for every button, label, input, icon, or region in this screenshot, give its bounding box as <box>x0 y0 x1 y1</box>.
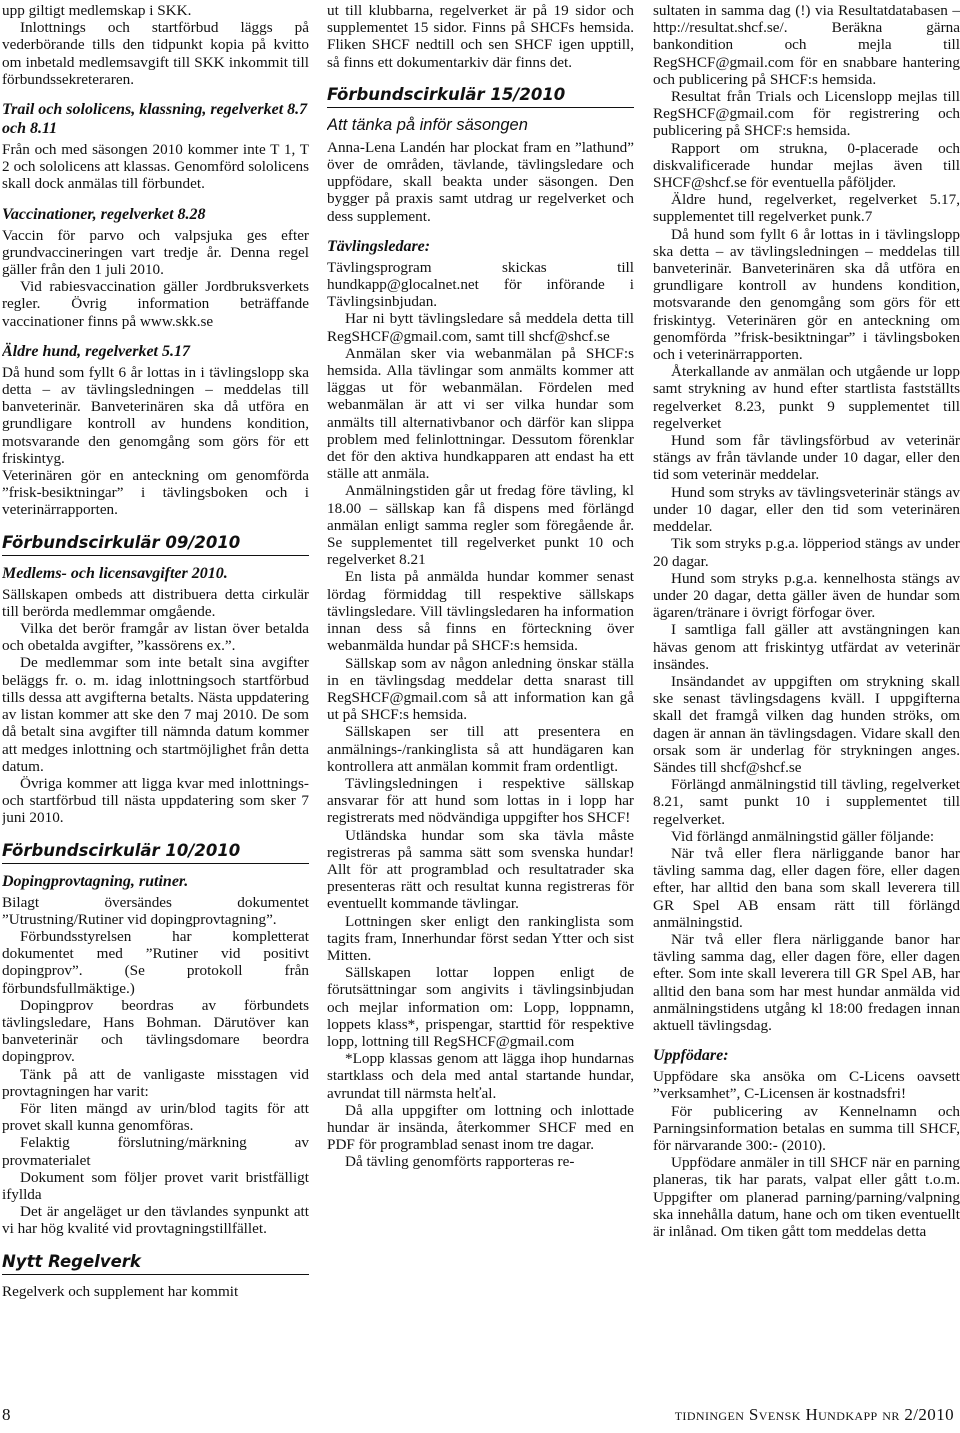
paragraph: Vid rabiesvaccination gäller Jordbruksverkets regler. Övrig information beträffande vaccinationer finns på www.skk.se <box>2 278 309 330</box>
circular-heading-15: Förbundscirkulär 15/2010 <box>327 85 634 108</box>
paragraph: Övriga kommer att ligga kvar med inlottnings- och startförbud till nästa uppdatering som sker 7 juni 2010. <box>2 774 309 827</box>
circular-heading-09: Förbundscirkulär 09/2010 <box>2 533 309 556</box>
paragraph: Hund som stryks av tävlingsveterinär stängs av under 10 dagar, eller den tid som veterinären meddelar. <box>653 483 960 536</box>
column-right <box>653 2 960 1387</box>
paragraph: Utländska hundar som ska tävla måste registreras på samma sätt som svenska hundar! Allt för att programblad och resultatrader ska presenteras rätt och resultat kunna registreras för eventuellt kommande tävlingar. <box>327 826 634 913</box>
section-heading-medlemsavgifter: Medlems- och licensavgifter 2010. <box>2 564 228 582</box>
paragraph: Då alla uppgifter om lottning och inlottade hundar är insända, återkommer SHCF med en PDF för programblad senast inom tre dagar. <box>327 1101 634 1154</box>
section-heading-aldre-hund: Äldre hund, regelverket 5.17 <box>2 342 190 360</box>
paragraph: Dokument som följer provet varit bristfälligt ifyllda <box>2 1168 309 1203</box>
paragraph: Sällskap som av någon anledning önskar ställa in en tävlingsdag meddelar detta snarast till RegSHCF@gmail.com så att information kan gå ut på SHCF:s hemsida. <box>327 654 634 724</box>
paragraph: Vid förlängd anmälningstid gäller följande: <box>671 827 935 845</box>
paragraph: Tik som stryks p.g.a. löpperiod stängs av under 20 dagar. <box>653 535 960 570</box>
paragraph: Dopingprov beordras av förbundets tävlingsledare, Hans Bohman. Därutöver kan banveterinär och tävlingsdomare beordra dopingprov. <box>2 996 309 1066</box>
paragraph: Felaktig förslutning/märkning av provmaterialet <box>2 1134 309 1169</box>
section-heading-uppfodare: Uppfödare: <box>653 1047 729 1065</box>
paragraph: Vilka det berör framgår av listan över betalda och obetalda avgifter, ”kassörens ex.”. <box>2 620 309 655</box>
paragraph: En lista på anmälda hundar kommer senast lördag förmiddag till respektive sällskaps tävlingsledare. Vill tävlingsledaren ha information innan dess så finns en förteckning över webanmälda hundar på SHCF:s hemsida. <box>327 568 634 655</box>
paragraph: *Lopp klassas genom att lägga ihop hundarnas startklass och dela med antal startande hundar, avrundat till närmsta helťal. <box>327 1050 634 1102</box>
page-footer <box>0 1404 960 1428</box>
section-heading-att-tanka: Att tänka på inför säsongen <box>327 115 528 134</box>
circular-heading-10: Förbundscirkulär 10/2010 <box>2 841 309 864</box>
paragraph: Sällskapen ombeds att distribuera detta cirkulär till berörda medlemmar omgående. <box>2 585 309 620</box>
paragraph: Uppfödare ska ansöka om C-Licens oavsett ”verksamhet”, C-Licensen är kostnadsfri! <box>653 1068 960 1103</box>
paragraph: Då tävling genomförts rapporteras re- <box>345 1153 575 1171</box>
section-heading-trail: Trail och sololicens, klassning, regelverket 8.7 och 8.11 <box>2 101 308 138</box>
paragraph: I samtliga fall gäller att avstängningen kan hävas genom att friskintyg utfärdat av veterinär insändes. <box>653 621 960 673</box>
paragraph: Tävlingsledningen i respektive sällskap ansvarar för att hund som lottas in i lopp har registrerats med nödvändiga uppgifter hos SHCF! <box>327 774 634 827</box>
column-left <box>2 2 309 1382</box>
paragraph: Anmälan sker via webanmälan på SHCF:s hemsida. Alla tävlingar som anmälts kommer att läggas ut för webanmälan. Fördelen med webanmälan är att vi ser vilka hundar som anmälts till alternativbanor och därför kan slippa problem med felinlottningar. Dessutom förenklar det för den aktiva hundkapparen att endast ha ett ställe att anmäla. <box>327 344 634 483</box>
paragraph: Veterinären gör en anteckning om genomförda ”frisk-besiktningar” i tävlingsboken och i veterinärrapporten. <box>2 467 309 519</box>
paragraph: Förbundsstyrelsen har kompletterat dokumentet med ”Rutiner vid positivt dopingprov”. (Se protokoll från förbundsfullmäktige.) <box>2 927 309 997</box>
section-heading-vaccinationer: Vaccinationer, regelverket 8.28 <box>2 205 206 223</box>
paragraph: Anna-Lena Landén har plockat fram en ”lathund” över de områden, tävlande, tävlingsledare och uppfödare, skall beakta under säsongen. Den bygger på praxis samt utdrag ur regelverket och dess supplement. <box>327 138 634 225</box>
column-middle <box>327 2 634 1387</box>
paragraph: Anmälningstiden går ut fredag före tävling, kl 18.00 – sällskap kan få dispens med förlängd anmälan enligt samma regler som föregående år. Se supplementet till regelverket punkt 10 och regelverket 8.21 <box>327 482 634 569</box>
paragraph: ut till klubbarna, regelverket är på 19 sidor och supplementet 15 sidor. Finns på SHCFs hemsida. Fliken SHCF nedtill och sen SHCF igen upptill, så finns ett dokumentarkiv där finns det. <box>327 2 634 71</box>
paragraph: Rapport om strukna, 0-placerade och diskvalificerade hundar mejlas även till SHCF@shcf.se för eventuella påföljder. <box>653 139 960 192</box>
paragraph: Hund som får tävlingsförbud av veterinär stängs av från tävlande under 10 dagar, eller den tid som veterinär meddelar. <box>653 432 960 484</box>
paragraph: För publicering av Kennelnamn och Parningsinformation betalas en summa till SHCF, för närvarande 300:- (2010). <box>653 1102 960 1154</box>
paragraph: Resultat från Trials och Licenslopp mejlas till RegSHCF@gmail.com för registrering och publicering på SHCF:s hemsida. <box>653 88 960 140</box>
paragraph: Förlängd anmälningstid till tävling, regelverket 8.21, samt punkt 10 i supplementet till regelverket. <box>653 776 960 828</box>
paragraph: Då hund som fyllt 6 år lottas in i tävlingslopp ska detta – av tävlingsledningen – meddelas till banveterinär. Banveterinären ska då utföra en grundligare kontroll av hundens kondition, motsvarande den genomgång som görs för ett friskintyg. Veterinären gör en anteckning om genomförda ”frisk-besiktningar” i tävlingsboken och i veterinärrapporten. <box>653 225 960 364</box>
paragraph: Lottningen sker enligt den rankinglista som tagits fram, Innerhundar först sedan Ytter och sist Mitten. <box>327 912 634 964</box>
paragraph: Hund som stryks p.g.a. kennelhosta stängs av under 20 dagar, detta gäller även de hundar som ägaren/tränare i övrigt förfogar över. <box>653 569 960 622</box>
paragraph: Inlottnings och startförbud läggs på vederbörande tills den tidpunkt kopia på kvitto om inbetald medlemsavgift till SKK inkommit till förbundssekreteraren. <box>2 19 309 88</box>
paragraph: sultaten in samma dag (!) via Resultatdatabasen – http://resultat.shcf.se/. Beräkna gärna bankondition och mejla till RegSHCF@gmail.com för en snabbare hantering och publicering på SHCF:s hemsida. <box>653 2 960 88</box>
paragraph: För liten mängd av urin/blod tagits för att provet skall kunna genomföras. <box>2 1099 309 1135</box>
paragraph: Har ni bytt tävlingsledare så meddela detta till RegSHCF@gmail.com, samt till shcf@shcf.se <box>327 310 634 345</box>
magazine-issue: tidningen Svensk Hundkapp nr 2/2010 <box>674 1405 954 1424</box>
page-number: 8 <box>2 1405 11 1424</box>
section-heading-tavlingsledare: Tävlingsledare: <box>327 237 431 255</box>
paragraph: Uppfödare anmäler in till SHCF när en parning planeras, tik har parats, valpat eller gått t.o.m. Uppgifter om planerad parning/parning/valpning ska innehålla datum, hane och om tiken eventuellt är inlånad. Om tiken gått tom meddelas detta <box>653 1154 960 1241</box>
paragraph: De medlemmar som inte betalt sina avgifter beläggs fr. o. m. idag inlottningsoch startförbud tills dessa att avgifterna betalts. Nästa uppdatering av listan kommer att ske den 7 maj 2010. De som då betalt sina avgifter till nämnda datum kommer att medges inlottning och startmöjlighet från detta datum. <box>2 654 309 775</box>
paragraph: Tänk på att de vanligaste misstagen vid provtagningen har varit: <box>2 1065 309 1100</box>
paragraph: Återkallande av anmälan och utgående ur lopp samt strykning av hund efter startlista fastställts regelverket 8.23, punkt 9 supplementet till regelverket <box>653 363 960 432</box>
paragraph: Från och med säsongen 2010 kommer inte T 1, T 2 och sololicens att klassas. Genomförd sololicens skall dock anmälas till förbundet. <box>2 141 309 193</box>
paragraph: När två eller flera närliggande banor har tävling samma dag, eller dagen före, eller dagen efter, har alltid den bana som skall leverera till GR Spel AB ensam rätt till förlängd anmälningstid. <box>653 844 960 931</box>
paragraph: Bilagt översändes dokumentet ”Utrustning/Rutiner vid dopingprovtagning”. <box>2 893 309 928</box>
paragraph: Vaccin för parvo och valpsjuka ges efter grundvaccineringen vart tredje år. Denna regel gäller från den 1 juli 2010. <box>2 226 309 279</box>
paragraph: Insändandet av uppgiften om strykning skall ske senast tävlingsdagens kväll. I uppgifterna skall det framgå vilken dag hunden ströks, om dagen är annan än tävlingsdagen. Vidare skall den orsak som är underlag för strykningen anges. Sändes till shcf@shcf.se <box>653 672 960 776</box>
paragraph: När två eller flera närliggande banor har tävling samma dag, eller dagen före, eller dagen efter. Som inte skall leverera till GR Spel AB, har alltid den bana som har mest hundar anmälda vid anmälningstidens utgång kl 18:00 fredagen innan aktuell tävlingsdag. <box>653 930 960 1034</box>
paragraph: upp giltigt medlemskap i SKK. <box>2 2 192 19</box>
paragraph: Då hund som fyllt 6 år lottas in i tävlingslopp ska detta – av tävlingsledningen – meddelas till banveterinär. Banveterinären ska då utföra en grundligare kontroll av hundens kondition, motsvarande den genomgång som görs för ett friskintyg. <box>2 363 309 467</box>
section-heading-doping: Dopingprovtagning, rutiner. <box>2 872 189 890</box>
paragraph: Tävlingsprogram skickas till hundkapp@glocalnet.net för införande i Tävlingsinbjudan. <box>327 258 634 311</box>
paragraph: Regelverk och supplement har kommit <box>2 1282 239 1300</box>
paragraph: Äldre hund, regelverket, regelverket 5.17, supplementet till regelverket punk.7 <box>653 191 960 226</box>
section-heading-nytt-regelverk: Nytt Regelverk <box>2 1252 309 1275</box>
paragraph: Sällskapen ser till att presentera en anmälnings-/rankinglista så att hundägaren kan kontrollera att anmälan kommit fram ordentligt. <box>327 723 634 775</box>
paragraph: Sällskapen lottar loppen enligt de förutsättningar som angivits i tävlingsinbjudan och mejlar information om: Lopp, loppnamn, loppets klass*, prispengar, starttid för respektive lopp, lottning till RegSHCF@gmail.com <box>327 964 634 1050</box>
paragraph: Det är angeläget ur den tävlandes synpunkt att vi har hög kvalité vid provtagningstillfället. <box>2 1203 309 1238</box>
